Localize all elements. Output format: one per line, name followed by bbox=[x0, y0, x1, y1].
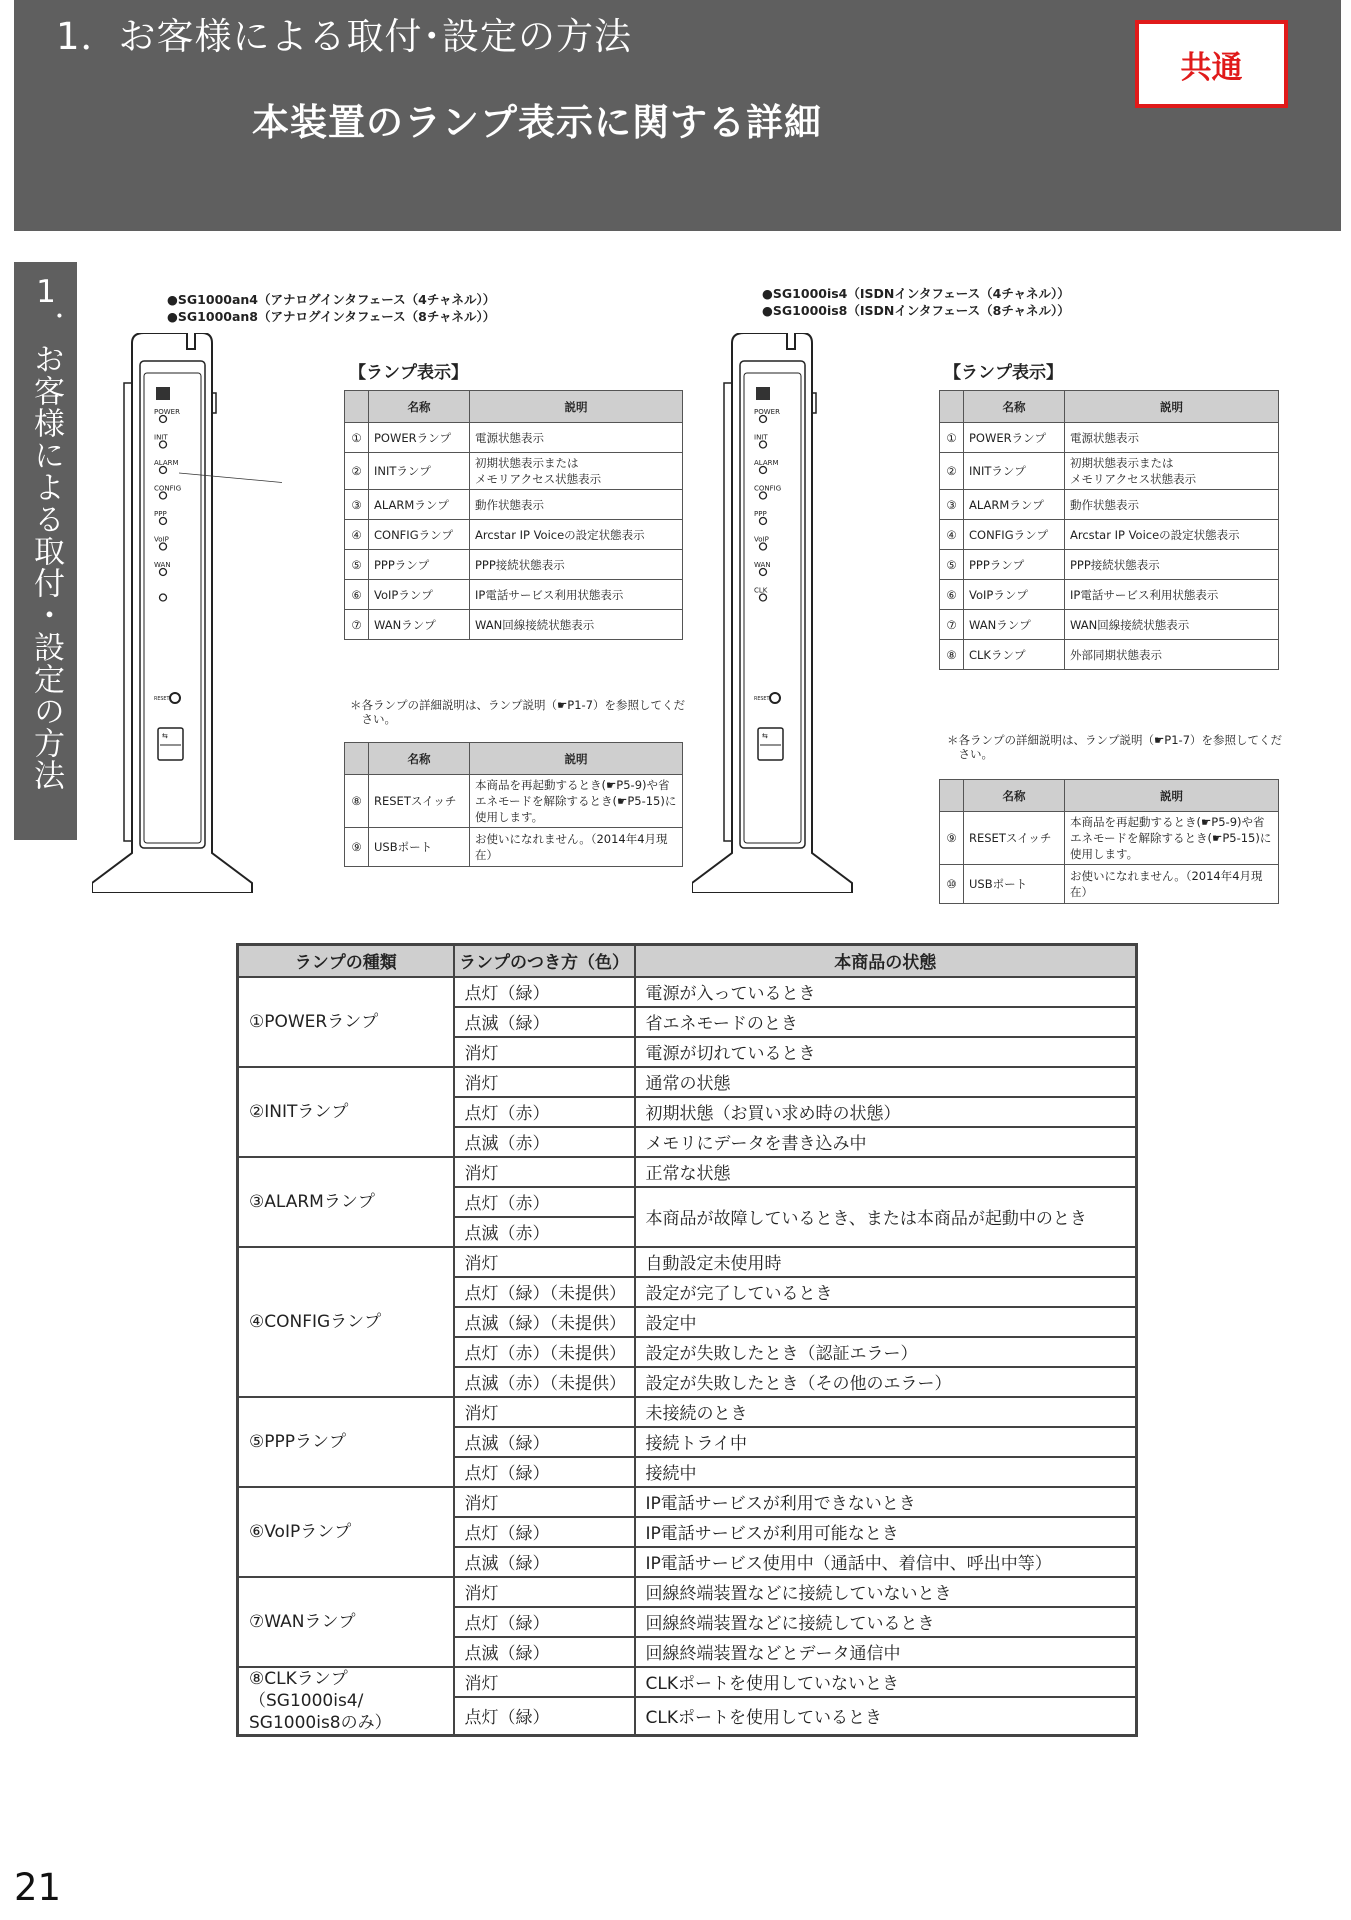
device-state-cell: 未接続のとき bbox=[635, 1397, 1137, 1427]
lamp-pattern-cell: 消灯 bbox=[454, 1397, 635, 1427]
svg-text:⇆: ⇆ bbox=[762, 732, 768, 740]
row-name: WANランプ bbox=[964, 610, 1065, 640]
device-lamp bbox=[160, 543, 167, 550]
lamp-pattern-cell: 点灯（緑） bbox=[454, 1517, 635, 1547]
lamp-pattern-cell: 点滅（赤） bbox=[454, 1127, 635, 1157]
table-row bbox=[345, 490, 683, 520]
col-desc: 説明 bbox=[470, 391, 683, 423]
row-number: ⑧ bbox=[345, 775, 369, 828]
table-row bbox=[345, 580, 683, 610]
device-lamp bbox=[760, 543, 767, 550]
device-lamp-label: ALARM bbox=[754, 459, 779, 467]
state-row bbox=[238, 1397, 1137, 1427]
row-number: ② bbox=[940, 453, 964, 490]
row-number: ④ bbox=[345, 520, 369, 550]
device-state-cell: IP電話サービス使用中（通話中、着信中、呼出中等） bbox=[635, 1547, 1137, 1577]
row-desc: 初期状態表示または メモリアクセス状態表示 bbox=[470, 453, 683, 490]
col-device-state: 本商品の状態 bbox=[635, 945, 1137, 977]
table-row bbox=[940, 423, 1279, 453]
row-name: VoIPランプ bbox=[964, 580, 1065, 610]
device-state-cell: メモリにデータを書き込み中 bbox=[635, 1127, 1137, 1157]
table-row bbox=[345, 550, 683, 580]
row-desc: 動作状態表示 bbox=[470, 490, 683, 520]
lamp-table bbox=[344, 390, 683, 640]
device-state-cell: 正常な状態 bbox=[635, 1157, 1137, 1187]
device-state-cell: IP電話サービスが利用可能なとき bbox=[635, 1517, 1137, 1547]
lamp-type-cell: ②INITランプ bbox=[238, 1067, 454, 1157]
state-row bbox=[238, 1247, 1137, 1277]
row-name: CONFIGランプ bbox=[964, 520, 1065, 550]
col-name: 名称 bbox=[964, 780, 1065, 812]
row-number: ③ bbox=[345, 490, 369, 520]
device-state-cell: CLKポートを使用しているとき bbox=[635, 1697, 1137, 1735]
device-state-cell: 回線終端装置などとデータ通信中 bbox=[635, 1637, 1137, 1667]
row-desc: 初期状態表示または メモリアクセス状態表示 bbox=[1065, 453, 1279, 490]
lamp-pattern-cell: 点灯（緑） bbox=[454, 1607, 635, 1637]
common-badge: 共通 bbox=[1135, 20, 1288, 108]
row-name: PPPランプ bbox=[369, 550, 470, 580]
device-state-cell: 設定が失敗したとき（その他のエラー） bbox=[635, 1367, 1137, 1397]
model-list: ●SG1000is4（ISDNインタフェース（4チャネル）） ●SG1000is8（ISDNインタフェース（8チャネル）） bbox=[762, 286, 1070, 318]
device-lamp-label: POWER bbox=[754, 408, 780, 416]
device-lamp bbox=[160, 416, 167, 423]
row-name: POWERランプ bbox=[964, 423, 1065, 453]
row-name: VoIPランプ bbox=[369, 580, 470, 610]
device-state-cell: 設定が失敗したとき（認証エラー） bbox=[635, 1337, 1137, 1367]
side-section-tab: 1．お客様による取付・設定の方法 bbox=[14, 262, 77, 840]
left-device-panel bbox=[92, 283, 686, 923]
row-number: ⑥ bbox=[940, 580, 964, 610]
state-row bbox=[238, 1577, 1137, 1607]
row-name: ALARMランプ bbox=[964, 490, 1065, 520]
col-name: 名称 bbox=[964, 391, 1065, 423]
table-row bbox=[940, 610, 1279, 640]
table-row bbox=[345, 453, 683, 490]
row-name: POWERランプ bbox=[369, 423, 470, 453]
device-lamp-label: INIT bbox=[754, 433, 768, 442]
device-lamp bbox=[760, 594, 767, 601]
table-row bbox=[345, 520, 683, 550]
device-state-cell: 設定中 bbox=[635, 1307, 1137, 1337]
model-list: ●SG1000an4（アナログインタフェース（4チャネル）） ●SG1000an8（アナログインタフェース（8チャネル）） bbox=[167, 292, 496, 324]
device-illustration bbox=[92, 333, 282, 893]
device-lamp-label: PPP bbox=[754, 510, 767, 518]
device-state-cell: 設定が完了しているとき bbox=[635, 1277, 1137, 1307]
device-state-cell: 接続トライ中 bbox=[635, 1427, 1137, 1457]
device-state-cell: 回線終端装置などに接続しているとき bbox=[635, 1607, 1137, 1637]
row-desc: お使いになれません。（2014年4月現在） bbox=[470, 828, 683, 867]
row-number: ⑦ bbox=[345, 610, 369, 640]
device-state-cell: 本商品が故障しているとき、または本商品が起動中のとき bbox=[635, 1187, 1137, 1247]
row-desc: PPP接続状態表示 bbox=[470, 550, 683, 580]
row-desc: WAN回線接続状態表示 bbox=[1065, 610, 1279, 640]
lamp-pattern-cell: 点滅（緑）（未提供） bbox=[454, 1307, 635, 1337]
device-state-cell: CLKポートを使用していないとき bbox=[635, 1667, 1137, 1697]
reset-label: RESET bbox=[754, 697, 770, 702]
lamp-pattern-cell: 点滅（緑） bbox=[454, 1637, 635, 1667]
device-lamp-label: PPP bbox=[154, 510, 167, 518]
device-lamp bbox=[760, 492, 767, 499]
lamp-pattern-cell: 消灯 bbox=[454, 1487, 635, 1517]
lamp-pattern-cell: 消灯 bbox=[454, 1247, 635, 1277]
device-lamp-label: WAN bbox=[754, 561, 771, 569]
device-lamp bbox=[760, 416, 767, 423]
col-desc: 説明 bbox=[1065, 780, 1279, 812]
device-lamp-label: WAN bbox=[154, 561, 171, 569]
device-state-cell: 省エネモードのとき bbox=[635, 1007, 1137, 1037]
device-lamp-label: VoIP bbox=[754, 535, 769, 544]
device-lamp-label: CONFIG bbox=[154, 484, 182, 493]
lamp-pattern-cell: 点滅（赤）（未提供） bbox=[454, 1367, 635, 1397]
device-state-cell: 初期状態（お買い求め時の状態） bbox=[635, 1097, 1137, 1127]
port-table bbox=[939, 779, 1279, 904]
col-lamp-type: ランプの種類 bbox=[238, 945, 454, 977]
device-lamp bbox=[760, 467, 767, 474]
table-row bbox=[345, 423, 683, 453]
row-name: USBポート bbox=[964, 865, 1065, 904]
table-row bbox=[345, 828, 683, 867]
table-row bbox=[940, 812, 1279, 865]
device-state-cell: IP電話サービスが利用できないとき bbox=[635, 1487, 1137, 1517]
device-illustration bbox=[692, 333, 882, 893]
row-name: PPPランプ bbox=[964, 550, 1065, 580]
row-desc: WAN回線接続状態表示 bbox=[470, 610, 683, 640]
table-row bbox=[940, 640, 1279, 670]
col-name: 名称 bbox=[369, 391, 470, 423]
row-number: ⑥ bbox=[345, 580, 369, 610]
row-number: ③ bbox=[940, 490, 964, 520]
row-desc: 電源状態表示 bbox=[1065, 423, 1279, 453]
row-number: ⑤ bbox=[345, 550, 369, 580]
lamp-pattern-cell: 消灯 bbox=[454, 1157, 635, 1187]
row-desc: Arcstar IP Voiceの設定状態表示 bbox=[470, 520, 683, 550]
page-number: 21 bbox=[14, 1866, 62, 1909]
row-name: INITランプ bbox=[964, 453, 1065, 490]
row-desc: IP電話サービス利用状態表示 bbox=[1065, 580, 1279, 610]
lamp-type-cell: ⑦WANランプ bbox=[238, 1577, 454, 1667]
row-name: WANランプ bbox=[369, 610, 470, 640]
table-row bbox=[940, 490, 1279, 520]
row-name: RESETスイッチ bbox=[369, 775, 470, 828]
device-state-cell: 通常の状態 bbox=[635, 1067, 1137, 1097]
lamp-pattern-cell: 点灯（緑） bbox=[454, 1457, 635, 1487]
device-lamp bbox=[160, 441, 167, 448]
lamp-pattern-cell: 点灯（赤） bbox=[454, 1187, 635, 1217]
lamp-state-table bbox=[236, 943, 1138, 1737]
state-row bbox=[238, 1067, 1137, 1097]
row-number: ⑨ bbox=[940, 812, 964, 865]
state-row bbox=[238, 1487, 1137, 1517]
lamp-pattern-cell: 消灯 bbox=[454, 1577, 635, 1607]
lamp-heading: 【ランプ表示】 bbox=[944, 363, 1063, 383]
row-number: ② bbox=[345, 453, 369, 490]
page-title: 本装置のランプ表示に関する詳細 bbox=[252, 101, 822, 144]
lamp-pattern-cell: 点滅（緑） bbox=[454, 1547, 635, 1577]
lamp-pattern-cell: 点灯（緑） bbox=[454, 977, 635, 1007]
lamp-pattern-cell: 点滅（赤） bbox=[454, 1217, 635, 1247]
lamp-pattern-cell: 点滅（緑） bbox=[454, 1427, 635, 1457]
device-lamp-label: CONFIG bbox=[754, 484, 782, 493]
device-lamp-label: POWER bbox=[154, 408, 180, 416]
device-state-cell: 電源が入っているとき bbox=[635, 977, 1137, 1007]
right-device-panel bbox=[692, 283, 1282, 923]
row-name: USBポート bbox=[369, 828, 470, 867]
device-state-cell: 回線終端装置などに接続していないとき bbox=[635, 1577, 1137, 1607]
device-lamp bbox=[160, 492, 167, 499]
row-number: ① bbox=[940, 423, 964, 453]
row-desc: 電源状態表示 bbox=[470, 423, 683, 453]
state-row bbox=[238, 1667, 1137, 1697]
row-desc: 外部同期状態表示 bbox=[1065, 640, 1279, 670]
lamp-pattern-cell: 点滅（緑） bbox=[454, 1007, 635, 1037]
table-row bbox=[345, 610, 683, 640]
lamp-type-cell: ⑧CLKランプ （SG1000is4/ SG1000is8のみ） bbox=[238, 1667, 454, 1736]
row-number: ⑨ bbox=[345, 828, 369, 867]
device-state-cell: 自動設定未使用時 bbox=[635, 1247, 1137, 1277]
port-table bbox=[344, 742, 683, 867]
lamp-pattern-cell: 点灯（緑） bbox=[454, 1697, 635, 1735]
row-name: ALARMランプ bbox=[369, 490, 470, 520]
row-number: ⑧ bbox=[940, 640, 964, 670]
row-desc: IP電話サービス利用状態表示 bbox=[470, 580, 683, 610]
device-state-cell: 接続中 bbox=[635, 1457, 1137, 1487]
row-desc: Arcstar IP Voiceの設定状態表示 bbox=[1065, 520, 1279, 550]
table-row bbox=[940, 865, 1279, 904]
row-desc: 本商品を再起動するとき(☛P5-9)や省エネモードを解除するとき(☛P5-15)に使用します。 bbox=[1065, 812, 1279, 865]
lamp-pattern-cell: 消灯 bbox=[454, 1037, 635, 1067]
lamp-pattern-cell: 消灯 bbox=[454, 1667, 635, 1697]
svg-text:⇆: ⇆ bbox=[162, 732, 168, 740]
state-row bbox=[238, 977, 1137, 1007]
device-lamp-label: CLK bbox=[754, 586, 768, 595]
lamp-pattern-cell: 点灯（赤） bbox=[454, 1097, 635, 1127]
table-row bbox=[940, 550, 1279, 580]
device-state-cell: 電源が切れているとき bbox=[635, 1037, 1137, 1067]
col-lamp-pattern: ランプのつき方（色） bbox=[454, 945, 635, 977]
lamp-type-cell: ⑤PPPランプ bbox=[238, 1397, 454, 1487]
device-lamp bbox=[160, 467, 167, 474]
row-desc: PPP接続状態表示 bbox=[1065, 550, 1279, 580]
row-name: RESETスイッチ bbox=[964, 812, 1065, 865]
lamp-heading: 【ランプ表示】 bbox=[349, 363, 468, 383]
row-desc: 本商品を再起動するとき(☛P5-9)や省エネモードを解除するとき(☛P5-15)に使用します。 bbox=[470, 775, 683, 828]
row-number: ④ bbox=[940, 520, 964, 550]
col-desc: 説明 bbox=[470, 743, 683, 775]
device-lamp bbox=[760, 441, 767, 448]
table-row bbox=[940, 580, 1279, 610]
lamp-pattern-cell: 点灯（赤）（未提供） bbox=[454, 1337, 635, 1367]
row-name: CONFIGランプ bbox=[369, 520, 470, 550]
row-number: ⑦ bbox=[940, 610, 964, 640]
device-lamp bbox=[760, 518, 767, 525]
table-row bbox=[345, 775, 683, 828]
lamp-type-cell: ③ALARMランプ bbox=[238, 1157, 454, 1247]
col-name: 名称 bbox=[369, 743, 470, 775]
device-lamp-label: VoIP bbox=[154, 535, 169, 544]
device-lamp bbox=[160, 569, 167, 576]
state-row bbox=[238, 1157, 1137, 1187]
table-row bbox=[940, 453, 1279, 490]
col-desc: 説明 bbox=[1065, 391, 1279, 423]
lamp-pattern-cell: 点灯（緑）（未提供） bbox=[454, 1277, 635, 1307]
device-lamp-label: ALARM bbox=[154, 459, 179, 467]
lamp-table bbox=[939, 390, 1279, 670]
device-lamp-label: INIT bbox=[154, 433, 168, 442]
lamp-type-cell: ①POWERランプ bbox=[238, 977, 454, 1067]
device-lamp bbox=[760, 569, 767, 576]
row-desc: お使いになれません。（2014年4月現在） bbox=[1065, 865, 1279, 904]
device-lamp bbox=[160, 518, 167, 525]
reset-label: RESET bbox=[154, 697, 170, 702]
table-row bbox=[940, 520, 1279, 550]
section-title: 1．お客様による取付･設定の方法 bbox=[56, 15, 633, 58]
row-desc: 動作状態表示 bbox=[1065, 490, 1279, 520]
lamp-type-cell: ④CONFIGランプ bbox=[238, 1247, 454, 1397]
row-number: ① bbox=[345, 423, 369, 453]
row-name: CLKランプ bbox=[964, 640, 1065, 670]
row-name: INITランプ bbox=[369, 453, 470, 490]
row-number: ⑤ bbox=[940, 550, 964, 580]
lamp-type-cell: ⑥VoIPランプ bbox=[238, 1487, 454, 1577]
lamp-note: ＊各ランプの詳細説明は、ランプ説明（☛P1-7）を参照してくだ さい。 bbox=[947, 733, 1283, 761]
lamp-pattern-cell: 消灯 bbox=[454, 1067, 635, 1097]
lamp-note: ＊各ランプの詳細説明は、ランプ説明（☛P1-7）を参照してくだ さい。 bbox=[350, 698, 686, 726]
row-number: ⑩ bbox=[940, 865, 964, 904]
